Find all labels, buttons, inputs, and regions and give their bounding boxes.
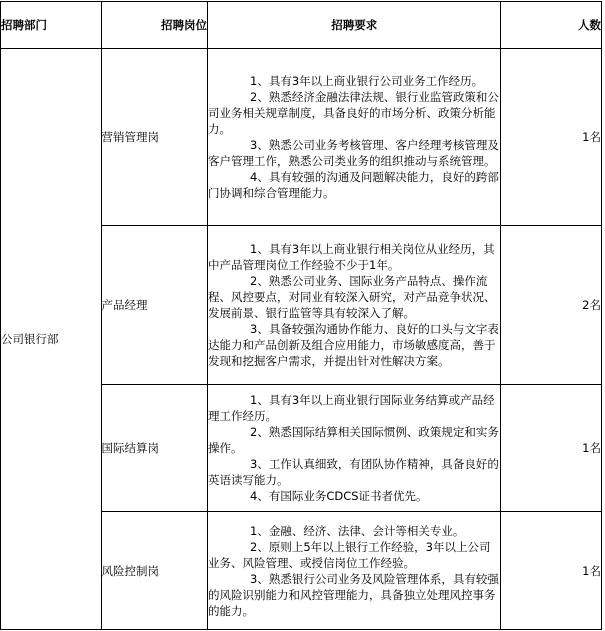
header-count: 人数 xyxy=(501,2,602,49)
requirements-cell xyxy=(208,226,501,385)
requirements-cell xyxy=(208,385,501,512)
recruitment-table xyxy=(0,1,602,630)
table-row xyxy=(1,49,602,226)
requirement-item: 2、原则上5年以上银行工作经验，3年以上公司业务、风险管理、或授信岗位工作经验。 xyxy=(208,539,491,570)
position-cell: 营销管理岗 xyxy=(101,49,208,226)
header-row xyxy=(1,2,602,49)
position-cell: 风险控制岗 xyxy=(101,512,208,630)
requirements-cell xyxy=(208,49,501,226)
requirement-item: 2、熟悉国际结算相关国际惯例、政策规定和实务操作。 xyxy=(208,425,499,455)
requirement-item: 3、具备较强沟通协作能力、良好的口头与文字表达能力和产品创新及组合应用能力，市场敏感度高，善于发现和挖掘客户需求，并提出针对性解决方案。 xyxy=(208,322,499,368)
requirement-item: 1、具有3年以上商业银行国际业务结算或产品经理工作经历。 xyxy=(208,393,495,423)
requirement-item: 4、有国际业务CDCS证书者优先。 xyxy=(250,489,428,503)
requirements-cell xyxy=(208,512,501,630)
count-cell: 1名 xyxy=(501,49,602,226)
count-cell: 1名 xyxy=(501,512,602,630)
header-requirements: 招聘要求 xyxy=(208,2,501,49)
count-cell: 2名 xyxy=(501,226,602,385)
requirement-item: 3、熟悉公司业务考核管理、客户经理考核管理及客户管理工作，熟悉公司类业务的组织推动与系统管理。 xyxy=(208,138,499,168)
department-cell: 公司银行部 xyxy=(1,49,102,630)
requirement-item: 2、熟悉公司业务、国际业务产品特点、操作流程、风控要点，对同业有较深入研究，对产品竞争状况、发展前景、银行监管等具有较深入了解。 xyxy=(208,274,496,320)
position-cell: 产品经理 xyxy=(101,226,208,385)
requirement-item: 3、熟悉银行公司业务及风险管理体系，具有较强的风险识别能力和风控管理能力，具备独立处理风控事务的能力。 xyxy=(208,571,499,618)
requirement-item: 3、工作认真细致，有团队协作精神，具备良好的英语读写能力。 xyxy=(208,457,499,487)
position-cell: 国际结算岗 xyxy=(101,385,208,512)
requirement-item: 1、具有3年以上商业银行相关岗位从业经历，其中产品管理岗位工作经验不少于1年。 xyxy=(208,242,495,272)
header-position: 招聘岗位 xyxy=(101,2,208,49)
requirement-item: 2、熟悉经济金融法律法规、银行业监管政策和公司业务相关规章制度，具备良好的市场分析、政策分析能力。 xyxy=(208,90,499,136)
requirement-item: 1、金融、经济、法律、会计等相关专业。 xyxy=(250,523,465,538)
requirement-item: 1、具有3年以上商业银行公司业务工作经历。 xyxy=(250,74,484,88)
requirement-item: 4、具有较强的沟通及问题解决能力，良好的跨部门协调和综合管理能力。 xyxy=(208,170,499,200)
count-cell: 1名 xyxy=(501,385,602,512)
header-dept: 招聘部门 xyxy=(1,2,102,49)
